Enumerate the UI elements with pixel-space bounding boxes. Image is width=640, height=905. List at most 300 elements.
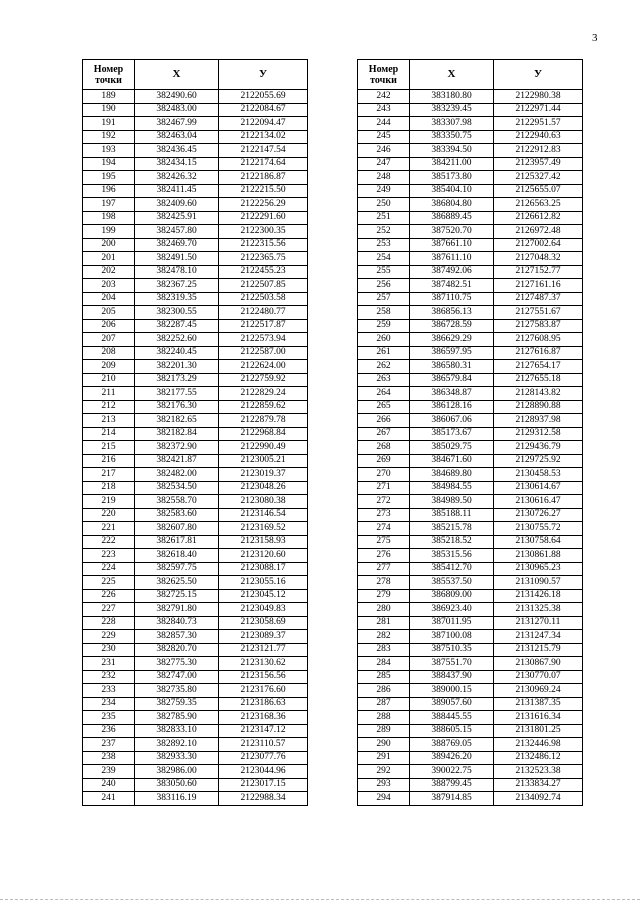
table-row: [83, 522, 308, 536]
cell-x: 385173.80: [410, 171, 494, 185]
cell-y: 2123130.62: [219, 657, 308, 671]
cell-y: 2122940.63: [494, 130, 583, 144]
cell-point-number: 241: [83, 792, 135, 806]
table-body-left: [83, 90, 308, 806]
cell-y: 2131426.18: [494, 589, 583, 603]
cell-point-number: 201: [83, 252, 135, 266]
table-row: [358, 603, 583, 617]
table-row: [358, 751, 583, 765]
cell-y: 2130614.67: [494, 481, 583, 495]
cell-x: 382785.90: [135, 711, 219, 725]
table-row: [358, 481, 583, 495]
cell-y: 2123080.38: [219, 495, 308, 509]
cell-y: 2122968.84: [219, 427, 308, 441]
cell-y: 2127608.95: [494, 333, 583, 347]
cell-point-number: 199: [83, 225, 135, 239]
table-row: [358, 400, 583, 414]
cell-x: 390022.75: [410, 765, 494, 779]
table-row: [358, 198, 583, 212]
cell-x: 386856.13: [410, 306, 494, 320]
cell-x: 387520.70: [410, 225, 494, 239]
cell-point-number: 272: [358, 495, 410, 509]
cell-x: 382173.29: [135, 373, 219, 387]
cell-x: 382436.45: [135, 144, 219, 158]
cell-point-number: 238: [83, 751, 135, 765]
cell-point-number: 204: [83, 292, 135, 306]
header-x: X: [410, 60, 494, 90]
cell-y: 2122587.00: [219, 346, 308, 360]
cell-y: 2123146.54: [219, 508, 308, 522]
cell-y: 2127583.87: [494, 319, 583, 333]
cell-point-number: 205: [83, 306, 135, 320]
table-row: [83, 711, 308, 725]
cell-x: 386889.45: [410, 211, 494, 225]
table-row: [358, 427, 583, 441]
cell-y: 2123005.21: [219, 454, 308, 468]
cell-x: 382469.70: [135, 238, 219, 252]
table-row: [358, 670, 583, 684]
cell-x: 388799.45: [410, 778, 494, 792]
table-row: [358, 265, 583, 279]
page-bottom-rule: [0, 899, 640, 900]
table-row: [358, 157, 583, 171]
cell-y: 2130616.47: [494, 495, 583, 509]
table-row: [83, 535, 308, 549]
cell-x: 385029.75: [410, 441, 494, 455]
cell-x: 382534.50: [135, 481, 219, 495]
table-row: [358, 697, 583, 711]
table-row: [83, 603, 308, 617]
cell-x: 382252.60: [135, 333, 219, 347]
cell-point-number: 200: [83, 238, 135, 252]
cell-point-number: 262: [358, 360, 410, 374]
cell-x: 386804.80: [410, 198, 494, 212]
cell-x: 382625.50: [135, 576, 219, 590]
table-row: [83, 360, 308, 374]
table-row: [83, 751, 308, 765]
cell-y: 2127161.16: [494, 279, 583, 293]
cell-y: 2122517.87: [219, 319, 308, 333]
cell-x: 382892.10: [135, 738, 219, 752]
cell-y: 2132486.12: [494, 751, 583, 765]
cell-point-number: 224: [83, 562, 135, 576]
cell-x: 382735.80: [135, 684, 219, 698]
table-row: [83, 549, 308, 563]
table-row: [358, 441, 583, 455]
cell-x: 382287.45: [135, 319, 219, 333]
cell-y: 2128937.98: [494, 414, 583, 428]
cell-point-number: 291: [358, 751, 410, 765]
cell-point-number: 196: [83, 184, 135, 198]
cell-point-number: 227: [83, 603, 135, 617]
cell-y: 2123186.63: [219, 697, 308, 711]
cell-point-number: 263: [358, 373, 410, 387]
coordinates-table-left: [82, 59, 308, 806]
table-body-right: [358, 90, 583, 806]
cell-y: 2122084.67: [219, 103, 308, 117]
cell-point-number: 265: [358, 400, 410, 414]
table-row: [358, 130, 583, 144]
cell-y: 2123957.49: [494, 157, 583, 171]
cell-y: 2122507.85: [219, 279, 308, 293]
cell-point-number: 274: [358, 522, 410, 536]
cell-point-number: 286: [358, 684, 410, 698]
cell-y: 2123156.56: [219, 670, 308, 684]
table-row: [358, 549, 583, 563]
header-point-number-line2: точки: [370, 74, 397, 86]
cell-y: 2127655.18: [494, 373, 583, 387]
table-row: [358, 319, 583, 333]
cell-y: 2122971.44: [494, 103, 583, 117]
cell-x: 386809.00: [410, 589, 494, 603]
table-row: [83, 238, 308, 252]
cell-point-number: 198: [83, 211, 135, 225]
cell-point-number: 288: [358, 711, 410, 725]
cell-x: 382300.55: [135, 306, 219, 320]
cell-point-number: 192: [83, 130, 135, 144]
cell-y: 2122315.56: [219, 238, 308, 252]
cell-x: 382840.73: [135, 616, 219, 630]
table-row: [358, 279, 583, 293]
cell-y: 2131387.35: [494, 697, 583, 711]
cell-point-number: 243: [358, 103, 410, 117]
cell-point-number: 229: [83, 630, 135, 644]
cell-point-number: 282: [358, 630, 410, 644]
cell-x: 387011.95: [410, 616, 494, 630]
table-row: [83, 697, 308, 711]
table-row: [83, 171, 308, 185]
cell-point-number: 194: [83, 157, 135, 171]
cell-y: 2123158.93: [219, 535, 308, 549]
cell-x: 383116.19: [135, 792, 219, 806]
cell-point-number: 197: [83, 198, 135, 212]
cell-x: 387914.85: [410, 792, 494, 806]
cell-x: 389057.60: [410, 697, 494, 711]
cell-point-number: 233: [83, 684, 135, 698]
cell-x: 387510.35: [410, 643, 494, 657]
cell-y: 2123089.37: [219, 630, 308, 644]
cell-point-number: 256: [358, 279, 410, 293]
table-row: [83, 306, 308, 320]
cell-x: 382747.00: [135, 670, 219, 684]
header-point-number: [358, 60, 410, 90]
cell-point-number: 293: [358, 778, 410, 792]
cell-x: 382490.60: [135, 90, 219, 104]
cell-y: 2123120.60: [219, 549, 308, 563]
cell-y: 2123058.69: [219, 616, 308, 630]
cell-y: 2123176.60: [219, 684, 308, 698]
cell-point-number: 214: [83, 427, 135, 441]
cell-x: 382478.10: [135, 265, 219, 279]
cell-y: 2129312.58: [494, 427, 583, 441]
table-row: [83, 630, 308, 644]
cell-y: 2133834.27: [494, 778, 583, 792]
cell-point-number: 294: [358, 792, 410, 806]
cell-point-number: 264: [358, 387, 410, 401]
cell-y: 2122300.35: [219, 225, 308, 239]
table-row: [358, 171, 583, 185]
cell-y: 2125655.07: [494, 184, 583, 198]
table-row: [358, 468, 583, 482]
table-row: [83, 481, 308, 495]
cell-y: 2126563.25: [494, 198, 583, 212]
cell-point-number: 191: [83, 117, 135, 131]
cell-point-number: 193: [83, 144, 135, 158]
table-row: [83, 130, 308, 144]
cell-y: 2134092.74: [494, 792, 583, 806]
table-row: [358, 306, 583, 320]
table-row: [358, 346, 583, 360]
cell-x: 385412.70: [410, 562, 494, 576]
cell-y: 2131090.57: [494, 576, 583, 590]
table-row: [83, 765, 308, 779]
table-row: [358, 765, 583, 779]
cell-x: 382457.80: [135, 225, 219, 239]
table-row: [83, 657, 308, 671]
cell-point-number: 189: [83, 90, 135, 104]
cell-point-number: 281: [358, 616, 410, 630]
cell-x: 387492.06: [410, 265, 494, 279]
cell-point-number: 279: [358, 589, 410, 603]
cell-x: 382986.00: [135, 765, 219, 779]
table-row: [83, 103, 308, 117]
cell-y: 2123077.76: [219, 751, 308, 765]
cell-y: 2122134.02: [219, 130, 308, 144]
cell-y: 2130965.23: [494, 562, 583, 576]
table-row: [83, 117, 308, 131]
cell-y: 2122503.58: [219, 292, 308, 306]
cell-x: 382483.00: [135, 103, 219, 117]
cell-point-number: 245: [358, 130, 410, 144]
cell-x: 382182.84: [135, 427, 219, 441]
cell-x: 382607.80: [135, 522, 219, 536]
cell-point-number: 209: [83, 360, 135, 374]
cell-y: 2123019.37: [219, 468, 308, 482]
cell-point-number: 222: [83, 535, 135, 549]
cell-y: 2122573.94: [219, 333, 308, 347]
cell-point-number: 228: [83, 616, 135, 630]
cell-y: 2131270.11: [494, 616, 583, 630]
cell-point-number: 240: [83, 778, 135, 792]
cell-x: 382421.87: [135, 454, 219, 468]
cell-y: 2130758.64: [494, 535, 583, 549]
cell-point-number: 267: [358, 427, 410, 441]
cell-x: 388769.05: [410, 738, 494, 752]
cell-x: 382491.50: [135, 252, 219, 266]
cell-x: 382372.90: [135, 441, 219, 455]
table-row: [358, 292, 583, 306]
table-row: [83, 589, 308, 603]
cell-x: 386580.31: [410, 360, 494, 374]
cell-y: 2122480.77: [219, 306, 308, 320]
cell-point-number: 268: [358, 441, 410, 455]
cell-y: 2122879.78: [219, 414, 308, 428]
table-row: [358, 738, 583, 752]
table-row: [358, 211, 583, 225]
cell-y: 2127048.32: [494, 252, 583, 266]
cell-x: 387482.51: [410, 279, 494, 293]
table-row: [83, 319, 308, 333]
table-row: [83, 562, 308, 576]
table-row: [358, 792, 583, 806]
table-row: [83, 292, 308, 306]
cell-point-number: 257: [358, 292, 410, 306]
cell-point-number: 246: [358, 144, 410, 158]
table-row: [358, 778, 583, 792]
cell-point-number: 275: [358, 535, 410, 549]
cell-y: 2122455.23: [219, 265, 308, 279]
cell-y: 2130755.72: [494, 522, 583, 536]
cell-x: 382240.45: [135, 346, 219, 360]
cell-point-number: 215: [83, 441, 135, 455]
cell-y: 2122094.47: [219, 117, 308, 131]
table-row: [83, 198, 308, 212]
table-row: [358, 535, 583, 549]
cell-point-number: 218: [83, 481, 135, 495]
cell-x: 382434.15: [135, 157, 219, 171]
cell-x: 389000.15: [410, 684, 494, 698]
cell-point-number: 253: [358, 238, 410, 252]
cell-y: 2123049.83: [219, 603, 308, 617]
cell-x: 382618.40: [135, 549, 219, 563]
cell-x: 382725.15: [135, 589, 219, 603]
table-row: [358, 414, 583, 428]
cell-x: 384989.50: [410, 495, 494, 509]
cell-point-number: 230: [83, 643, 135, 657]
cell-point-number: 223: [83, 549, 135, 563]
cell-y: 2127551.67: [494, 306, 583, 320]
cell-x: 386629.29: [410, 333, 494, 347]
cell-x: 382791.80: [135, 603, 219, 617]
cell-x: 389426.20: [410, 751, 494, 765]
cell-y: 2122912.83: [494, 144, 583, 158]
table-row: [83, 738, 308, 752]
cell-point-number: 278: [358, 576, 410, 590]
cell-point-number: 269: [358, 454, 410, 468]
cell-point-number: 259: [358, 319, 410, 333]
table-row: [358, 333, 583, 347]
cell-point-number: 206: [83, 319, 135, 333]
table-row: [358, 724, 583, 738]
cell-point-number: 273: [358, 508, 410, 522]
cell-point-number: 250: [358, 198, 410, 212]
table-row: [83, 225, 308, 239]
cell-y: 2126612.82: [494, 211, 583, 225]
cell-y: 2122759.92: [219, 373, 308, 387]
cell-x: 382177.55: [135, 387, 219, 401]
cell-x: 382597.75: [135, 562, 219, 576]
table-row: [83, 279, 308, 293]
cell-x: 382759.35: [135, 697, 219, 711]
cell-y: 2122988.34: [219, 792, 308, 806]
cell-x: 382775.30: [135, 657, 219, 671]
table-row: [83, 616, 308, 630]
table-row: [83, 373, 308, 387]
cell-point-number: 202: [83, 265, 135, 279]
cell-x: 383239.45: [410, 103, 494, 117]
cell-x: 385218.52: [410, 535, 494, 549]
cell-x: 382319.35: [135, 292, 219, 306]
table-row: [358, 117, 583, 131]
cell-point-number: 226: [83, 589, 135, 603]
cell-x: 384689.80: [410, 468, 494, 482]
cell-point-number: 270: [358, 468, 410, 482]
cell-point-number: 276: [358, 549, 410, 563]
cell-y: 2131801.25: [494, 724, 583, 738]
cell-x: 383307.98: [410, 117, 494, 131]
cell-y: 2123055.16: [219, 576, 308, 590]
table-row: [358, 90, 583, 104]
cell-y: 2122990.49: [219, 441, 308, 455]
cell-point-number: 239: [83, 765, 135, 779]
cell-point-number: 290: [358, 738, 410, 752]
cell-y: 2132523.38: [494, 765, 583, 779]
cell-x: 382182.65: [135, 414, 219, 428]
table-row: [83, 670, 308, 684]
cell-x: 385173.67: [410, 427, 494, 441]
table-row: [358, 576, 583, 590]
cell-point-number: 208: [83, 346, 135, 360]
cell-x: 382617.81: [135, 535, 219, 549]
table-row: [83, 468, 308, 482]
cell-point-number: 260: [358, 333, 410, 347]
table-row: [83, 441, 308, 455]
cell-x: 388445.55: [410, 711, 494, 725]
cell-y: 2122215.50: [219, 184, 308, 198]
cell-y: 2122291.60: [219, 211, 308, 225]
cell-point-number: 251: [358, 211, 410, 225]
table-row: [83, 184, 308, 198]
table-row: [358, 657, 583, 671]
cell-x: 382833.10: [135, 724, 219, 738]
table-row: [358, 643, 583, 657]
table-row: [358, 589, 583, 603]
cell-point-number: 277: [358, 562, 410, 576]
cell-point-number: 211: [83, 387, 135, 401]
table-header-row: [83, 60, 308, 90]
cell-x: 382176.30: [135, 400, 219, 414]
cell-x: 385188.11: [410, 508, 494, 522]
cell-x: 383180.80: [410, 90, 494, 104]
cell-x: 386348.87: [410, 387, 494, 401]
cell-y: 2127152.77: [494, 265, 583, 279]
table-row: [83, 724, 308, 738]
table-row: [83, 495, 308, 509]
cell-y: 2122859.62: [219, 400, 308, 414]
cell-point-number: 258: [358, 306, 410, 320]
cell-y: 2127487.37: [494, 292, 583, 306]
cell-point-number: 190: [83, 103, 135, 117]
cell-x: 382367.25: [135, 279, 219, 293]
cell-point-number: 216: [83, 454, 135, 468]
cell-x: 383394.50: [410, 144, 494, 158]
cell-x: 382482.00: [135, 468, 219, 482]
cell-x: 385537.50: [410, 576, 494, 590]
cell-y: 2129725.92: [494, 454, 583, 468]
cell-point-number: 220: [83, 508, 135, 522]
header-point-number-line1: Номер: [368, 63, 399, 75]
cell-x: 385404.10: [410, 184, 494, 198]
cell-y: 2122829.24: [219, 387, 308, 401]
cell-x: 382467.99: [135, 117, 219, 131]
cell-point-number: 280: [358, 603, 410, 617]
cell-point-number: 255: [358, 265, 410, 279]
table-row: [83, 265, 308, 279]
cell-y: 2122055.69: [219, 90, 308, 104]
cell-y: 2123121.77: [219, 643, 308, 657]
cell-x: 387100.08: [410, 630, 494, 644]
table-row: [83, 157, 308, 171]
